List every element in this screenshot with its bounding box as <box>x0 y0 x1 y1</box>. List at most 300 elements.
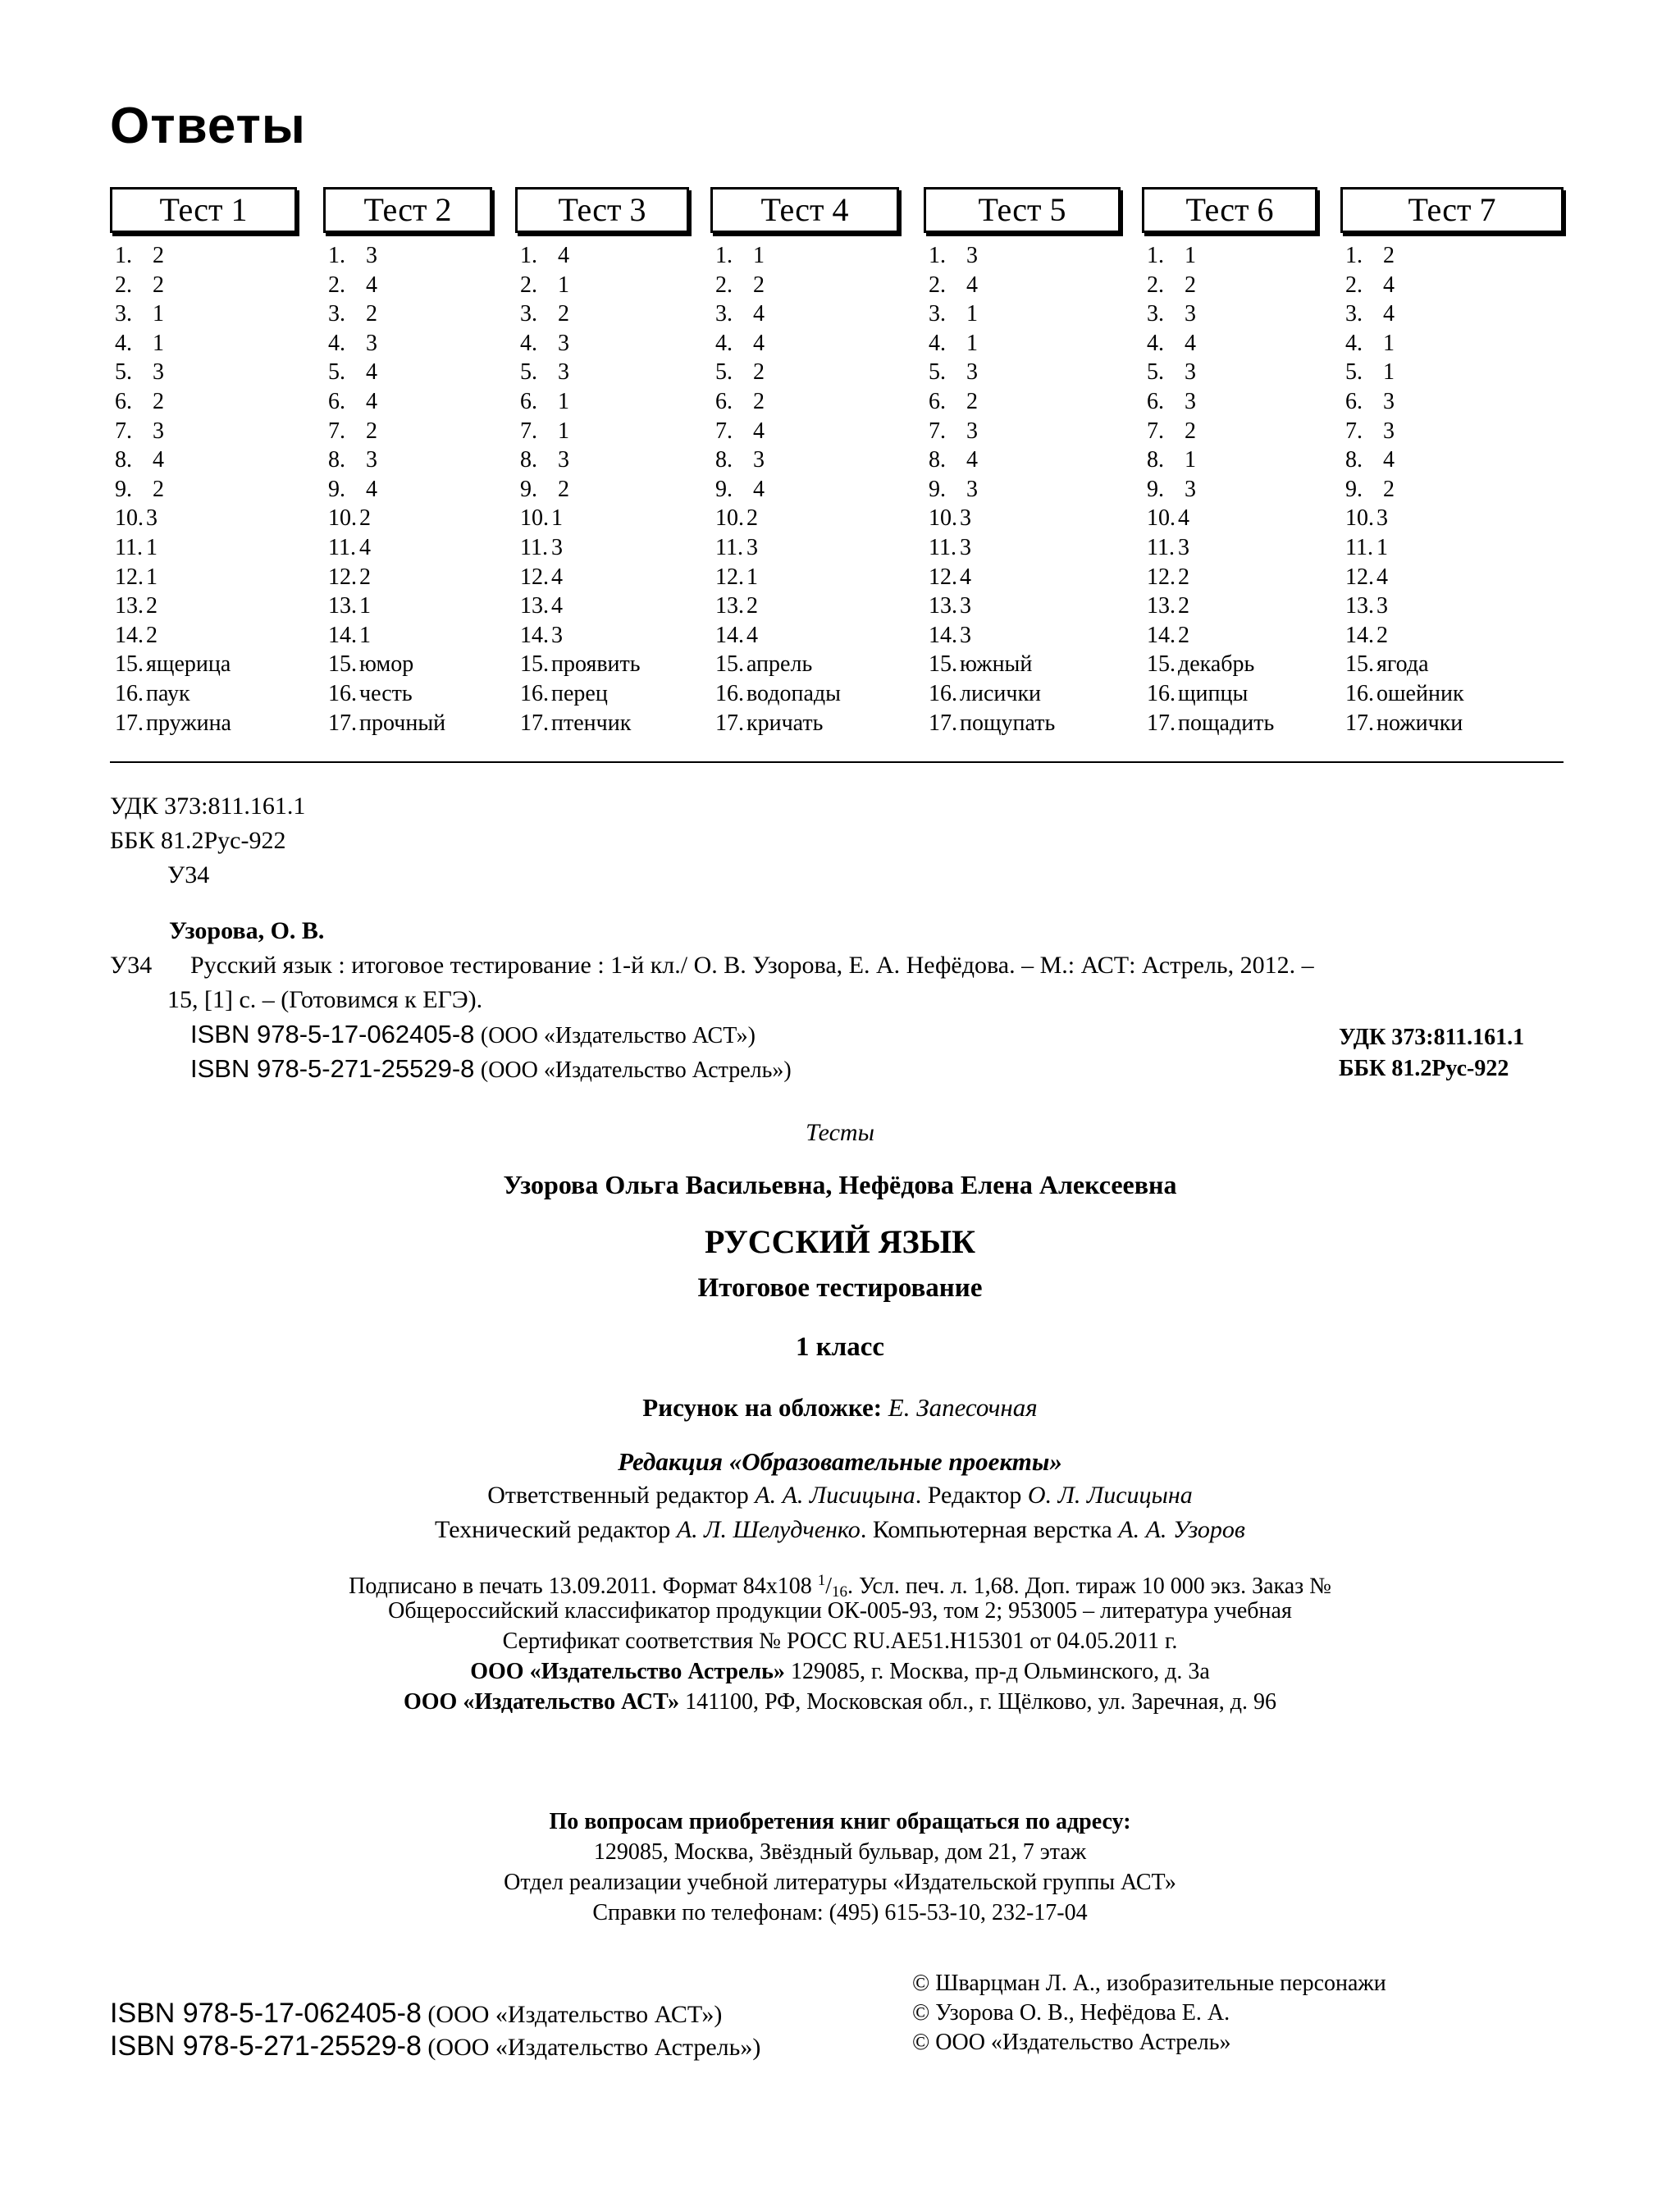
answer-item <box>328 621 492 651</box>
answer-number: 9. <box>328 476 345 502</box>
answer-number: 8. <box>929 447 946 473</box>
answer-value: 2 <box>753 388 765 414</box>
answer-value: 1 <box>966 301 978 327</box>
print-line-1a: Подписано в печать 13.09.2011. Формат 84х108 <box>349 1574 812 1599</box>
answer-value: 1 <box>153 301 164 327</box>
answer-list <box>715 241 899 738</box>
answer-number: 14. <box>115 622 144 648</box>
answer-number: 1. <box>1345 243 1363 268</box>
answer-item <box>1345 621 1564 651</box>
answer-item <box>328 679 492 709</box>
answer-item <box>520 533 689 563</box>
test-header: Тест 7 <box>1340 187 1564 233</box>
answer-item <box>1147 621 1317 651</box>
answer-number: 9. <box>929 476 946 502</box>
answer-item <box>715 533 899 563</box>
answer-number: 7. <box>520 418 537 444</box>
answer-item <box>328 271 492 300</box>
answer-item <box>520 241 689 271</box>
publisher-ast-address: 141100, РФ, Московская обл., г. Щёлково, ул. Заречная, д. 96 <box>679 1689 1276 1715</box>
answer-number: 8. <box>115 447 132 473</box>
answer-item <box>520 504 689 533</box>
answer-value: 4 <box>960 564 971 590</box>
answer-number: 16. <box>520 680 549 706</box>
test-column <box>924 187 1121 738</box>
answer-item <box>115 563 297 592</box>
answer-item <box>328 299 492 329</box>
answers-table <box>110 187 1564 745</box>
answer-number: 9. <box>520 476 537 502</box>
answer-item <box>1345 504 1564 533</box>
answer-number: 12. <box>1345 564 1374 590</box>
answer-item <box>328 475 492 505</box>
answer-value: апрель <box>746 651 813 678</box>
answer-value: 3 <box>551 534 563 560</box>
answer-item <box>1345 475 1564 505</box>
answer-value: прочный <box>359 710 446 736</box>
answer-value: 3 <box>153 359 164 386</box>
answer-value: 3 <box>746 534 758 560</box>
answer-item <box>1345 329 1564 359</box>
answer-item <box>328 417 492 446</box>
answer-item <box>1345 679 1564 709</box>
answer-value: 1 <box>1185 243 1196 268</box>
answer-item <box>1345 358 1564 387</box>
answer-number: 13. <box>328 593 357 619</box>
answer-value: 3 <box>1376 505 1388 532</box>
answer-value: 3 <box>366 243 377 268</box>
answer-number: 5. <box>1345 359 1363 386</box>
print-line-2: Общероссийский классификатор продукции ОК-005-93, том 2; 953005 – литература учебная <box>388 1598 1292 1624</box>
answer-number: 7. <box>715 418 733 444</box>
answer-number: 3. <box>715 301 733 327</box>
answer-value: 2 <box>1383 243 1395 268</box>
answer-value: 4 <box>366 388 377 414</box>
answer-value: птенчик <box>551 710 632 736</box>
answer-item <box>929 387 1121 417</box>
answer-value: 2 <box>146 622 158 648</box>
answer-value: 4 <box>753 476 765 502</box>
bottom-isbn-2: ISBN 978-5-271-25529-8 <box>110 2030 422 2062</box>
answer-value: 2 <box>746 593 758 619</box>
answer-value: честь <box>359 680 413 706</box>
answer-number: 12. <box>115 564 144 590</box>
answer-item <box>1147 563 1317 592</box>
answer-value: 2 <box>366 418 377 444</box>
answer-number: 5. <box>328 359 345 386</box>
answer-value: 4 <box>366 272 377 298</box>
answer-value: 3 <box>966 359 978 386</box>
answer-number: 2. <box>929 272 946 298</box>
answer-value: 2 <box>1178 622 1189 648</box>
answer-value: 2 <box>966 388 978 414</box>
answer-item <box>715 475 899 505</box>
answer-number: 10. <box>1147 505 1176 532</box>
answer-value: паук <box>146 680 190 706</box>
answer-value: пружина <box>146 710 231 736</box>
answer-list <box>1147 241 1317 738</box>
answer-number: 9. <box>115 476 132 502</box>
answer-number: 10. <box>520 505 549 532</box>
answer-item <box>520 358 689 387</box>
answer-value: 3 <box>960 534 971 560</box>
answer-value: 4 <box>966 272 978 298</box>
answer-number: 17. <box>1147 710 1176 736</box>
answer-value: юмор <box>359 651 414 678</box>
tech-editor-label: Технический редактор <box>435 1516 671 1543</box>
answer-item <box>715 417 899 446</box>
book-subtitle: Итоговое тестирование <box>697 1273 983 1303</box>
answer-number: 16. <box>115 680 144 706</box>
answer-item <box>1147 650 1317 679</box>
answer-number: 14. <box>1345 622 1374 648</box>
answer-value: 4 <box>753 301 765 327</box>
publisher-astrel-address: 129085, г. Москва, пр-д Ольминского, д. 3а <box>784 1659 1210 1684</box>
answer-value: 3 <box>966 418 978 444</box>
answer-number: 12. <box>520 564 549 590</box>
answer-number: 13. <box>115 593 144 619</box>
answer-value: 4 <box>551 593 563 619</box>
answer-item <box>520 621 689 651</box>
answer-number: 2. <box>328 272 345 298</box>
answer-item <box>715 679 899 709</box>
contact-phones: Справки по телефонам: (495) 615-53-10, 232-17-04 <box>592 1900 1088 1925</box>
answer-number: 13. <box>715 593 744 619</box>
answer-value: 1 <box>753 243 765 268</box>
answer-value: 3 <box>1185 476 1196 502</box>
answer-item <box>1147 504 1317 533</box>
book-title: РУССКИЙ ЯЗЫК <box>704 1223 976 1260</box>
test-header: Тест 3 <box>515 187 689 233</box>
answer-value: 3 <box>966 243 978 268</box>
answer-number: 15. <box>929 651 957 678</box>
answer-number: 17. <box>929 710 957 736</box>
publisher-ast: ООО «Издательство АСТ» <box>403 1689 680 1715</box>
answer-number: 2. <box>715 272 733 298</box>
answer-value: 2 <box>146 593 158 619</box>
editor: О. Л. Лисицына <box>1027 1482 1193 1509</box>
answer-value: 2 <box>1383 476 1395 502</box>
answer-item <box>115 241 297 271</box>
answer-value: 2 <box>1178 593 1189 619</box>
answer-item <box>520 445 689 475</box>
answer-item <box>328 358 492 387</box>
answer-item <box>328 650 492 679</box>
answer-number: 4. <box>115 330 132 356</box>
answer-item <box>1345 445 1564 475</box>
isbn-line-1 <box>190 1017 756 1053</box>
author-sign-2: У34 <box>110 952 153 979</box>
answer-number: 6. <box>929 388 946 414</box>
answer-number: 14. <box>715 622 744 648</box>
answer-value: ошейник <box>1376 680 1464 706</box>
test-header: Тест 5 <box>924 187 1121 233</box>
answer-number: 1. <box>929 243 946 268</box>
answer-item <box>929 533 1121 563</box>
answer-item <box>1345 533 1564 563</box>
bottom-isbn-1-publisher: (ООО «Издательство АСТ») <box>427 2001 723 2028</box>
answer-number: 10. <box>715 505 744 532</box>
isbn-1-publisher: (ООО «Издательство АСТ») <box>480 1023 756 1048</box>
answer-number: 11. <box>715 534 743 560</box>
answer-item <box>715 358 899 387</box>
divider <box>110 761 1564 763</box>
answer-item <box>520 475 689 505</box>
answer-item <box>929 679 1121 709</box>
answer-value: 4 <box>1383 301 1395 327</box>
copyright-1: © Шварцман Л. А., изобразительные персонажи <box>912 1971 1386 1996</box>
answer-number: 14. <box>520 622 549 648</box>
answer-value: 2 <box>558 476 569 502</box>
answer-value: 3 <box>1185 359 1196 386</box>
answer-item <box>328 445 492 475</box>
answer-value: 3 <box>558 359 569 386</box>
answer-item <box>1345 417 1564 446</box>
answer-value: ящерица <box>146 651 231 678</box>
answer-item <box>520 329 689 359</box>
answer-value: 2 <box>153 272 164 298</box>
tech-editor: А. Л. Шелудченко <box>676 1516 861 1543</box>
answer-number: 3. <box>328 301 345 327</box>
answer-item <box>929 358 1121 387</box>
answer-number: 9. <box>1147 476 1164 502</box>
answer-number: 12. <box>715 564 744 590</box>
answer-item <box>1147 271 1317 300</box>
answer-item <box>115 358 297 387</box>
answer-item <box>115 533 297 563</box>
answer-value: 2 <box>153 388 164 414</box>
answer-value: 3 <box>960 505 971 532</box>
answer-number: 13. <box>1345 593 1374 619</box>
answer-item <box>1147 241 1317 271</box>
answer-value: 4 <box>753 418 765 444</box>
isbn-1: ISBN 978-5-17-062405-8 <box>190 1020 475 1048</box>
answer-item <box>115 504 297 533</box>
answer-value: 3 <box>146 505 158 532</box>
answer-number: 15. <box>520 651 549 678</box>
description-line-1: Русский язык : итоговое тестирование : 1-й кл./ О. В. Узорова, Е. А. Нефёдова. – М.: АСТ: Астрель, 2012. – <box>190 952 1314 979</box>
answer-number: 14. <box>1147 622 1176 648</box>
answer-item <box>1345 709 1564 738</box>
answer-item <box>929 563 1121 592</box>
answer-item <box>328 329 492 359</box>
answer-value: 3 <box>366 330 377 356</box>
answer-item <box>115 621 297 651</box>
answer-number: 15. <box>1147 651 1176 678</box>
answer-value: 4 <box>366 359 377 386</box>
answer-value: 2 <box>1376 622 1388 648</box>
answer-value: 2 <box>753 272 765 298</box>
answer-value: 4 <box>746 622 758 648</box>
answer-list <box>929 241 1121 738</box>
cover-credit <box>0 1393 1680 1423</box>
answer-item <box>520 271 689 300</box>
answer-number: 4. <box>929 330 946 356</box>
test-column <box>1142 187 1317 738</box>
answer-item <box>715 650 899 679</box>
answer-value: 4 <box>558 243 569 268</box>
answer-value: 4 <box>359 534 371 560</box>
answer-item <box>929 504 1121 533</box>
answer-number: 7. <box>929 418 946 444</box>
answer-number: 8. <box>328 447 345 473</box>
answer-value: 3 <box>1185 301 1196 327</box>
answer-value: 2 <box>558 301 569 327</box>
answer-value: 1 <box>1185 447 1196 473</box>
answer-item <box>115 679 297 709</box>
answer-item <box>929 329 1121 359</box>
answer-value: 1 <box>359 622 371 648</box>
answer-item <box>115 709 297 738</box>
answer-value: 3 <box>366 447 377 473</box>
cover-label: Рисунок на обложке: <box>642 1393 883 1422</box>
answer-item <box>115 475 297 505</box>
answer-item <box>715 387 899 417</box>
answer-number: 1. <box>1147 243 1164 268</box>
print-line-4 <box>0 1656 1680 1687</box>
answer-number: 15. <box>715 651 744 678</box>
answer-value: 3 <box>153 418 164 444</box>
book-grade: 1 класс <box>795 1332 885 1362</box>
answer-number: 11. <box>115 534 143 560</box>
isbn-line-2 <box>190 1052 792 1088</box>
answer-item <box>715 445 899 475</box>
answer-item <box>1147 387 1317 417</box>
answer-item <box>1147 299 1317 329</box>
answer-value: 4 <box>366 476 377 502</box>
answer-value: 2 <box>746 505 758 532</box>
answer-value: 2 <box>153 476 164 502</box>
answer-list <box>1345 241 1564 738</box>
answer-value: водопады <box>746 680 841 706</box>
book-authors: Узорова Ольга Васильевна, Нефёдова Елена Алексеевна <box>503 1170 1177 1199</box>
test-column <box>110 187 297 738</box>
answer-item <box>715 563 899 592</box>
answer-number: 14. <box>929 622 957 648</box>
bottom-isbn-2-publisher: (ООО «Издательство Астрель») <box>427 2034 761 2061</box>
answer-item <box>715 504 899 533</box>
answer-item <box>929 709 1121 738</box>
resp-editor-label: Ответственный редактор <box>487 1482 749 1509</box>
answer-value: 2 <box>1185 418 1196 444</box>
answer-item <box>115 417 297 446</box>
answer-value: 4 <box>753 330 765 356</box>
answer-item <box>328 387 492 417</box>
bbk-code-right: ББК 81.2Рус-922 <box>1339 1056 1509 1081</box>
answer-value: 1 <box>153 330 164 356</box>
answer-number: 10. <box>115 505 144 532</box>
answer-number: 3. <box>929 301 946 327</box>
answer-item <box>929 475 1121 505</box>
answer-item <box>715 299 899 329</box>
answer-number: 4. <box>520 330 537 356</box>
udk-code: УДК 373:811.161.1 <box>110 792 306 820</box>
edition-name: Редакция «Образовательные проекты» <box>618 1447 1062 1476</box>
answer-item <box>115 650 297 679</box>
answer-number: 11. <box>929 534 956 560</box>
answer-number: 17. <box>520 710 549 736</box>
answer-number: 11. <box>328 534 356 560</box>
test-column <box>710 187 899 738</box>
answer-value: 1 <box>1383 359 1395 386</box>
editor-label: . Редактор <box>915 1482 1022 1509</box>
answer-item <box>929 445 1121 475</box>
answer-number: 3. <box>1147 301 1164 327</box>
print-line-1b: . Усл. печ. л. 1,68. Доп. тираж 10 000 экз. Заказ № <box>847 1574 1331 1599</box>
answer-number: 4. <box>715 330 733 356</box>
answer-item <box>520 387 689 417</box>
answer-number: 4. <box>1345 330 1363 356</box>
answer-number: 5. <box>1147 359 1164 386</box>
answer-item <box>1345 299 1564 329</box>
answer-item <box>1345 271 1564 300</box>
answer-number: 12. <box>1147 564 1176 590</box>
answer-value: южный <box>960 651 1033 678</box>
answer-number: 6. <box>1345 388 1363 414</box>
answer-number: 11. <box>520 534 548 560</box>
answer-value: 4 <box>1383 272 1395 298</box>
answer-number: 2. <box>1345 272 1363 298</box>
answer-value: 3 <box>1376 593 1388 619</box>
answer-item <box>929 417 1121 446</box>
answer-value: 4 <box>1178 505 1189 532</box>
udk-code-right: УДК 373:811.161.1 <box>1339 1025 1525 1050</box>
answer-item <box>520 592 689 621</box>
answer-number: 9. <box>715 476 733 502</box>
publisher-astrel: ООО «Издательство Астрель» <box>470 1659 785 1684</box>
answer-number: 1. <box>328 243 345 268</box>
answer-value: перец <box>551 680 608 706</box>
answer-number: 8. <box>520 447 537 473</box>
isbn-2: ISBN 978-5-271-25529-8 <box>190 1054 475 1083</box>
answer-item <box>520 563 689 592</box>
answer-item <box>1345 387 1564 417</box>
answer-number: 13. <box>520 593 549 619</box>
answer-number: 6. <box>1147 388 1164 414</box>
answer-item <box>715 271 899 300</box>
answer-value: 3 <box>966 476 978 502</box>
author-sign: У34 <box>167 861 210 888</box>
bbk-code: ББК 81.2Рус-922 <box>110 827 286 854</box>
answer-number: 9. <box>1345 476 1363 502</box>
answer-item <box>1345 563 1564 592</box>
answer-value: 1 <box>551 505 563 532</box>
print-line-1: Подписано в печать 13.09.2011. Формат 84х108 $^1/_{16}$. Усл. печ. л. 1,68. Доп. тираж 10 000 экз. Заказ № <box>349 1572 1331 1601</box>
answer-value: 1 <box>1376 534 1388 560</box>
answer-item <box>1345 592 1564 621</box>
answer-number: 10. <box>328 505 357 532</box>
answer-number: 12. <box>328 564 357 590</box>
answer-number: 4. <box>1147 330 1164 356</box>
answer-value: 2 <box>359 505 371 532</box>
answer-number: 17. <box>1345 710 1374 736</box>
answer-item <box>1147 475 1317 505</box>
answer-number: 6. <box>328 388 345 414</box>
answer-item <box>1147 533 1317 563</box>
answer-value: 2 <box>753 359 765 386</box>
answer-number: 16. <box>929 680 957 706</box>
answer-item <box>929 592 1121 621</box>
answer-number: 13. <box>1147 593 1176 619</box>
answer-item <box>715 709 899 738</box>
print-line-3: Сертификат соответствия № РОСС RU.АЕ51.Н15301 от 04.05.2011 г. <box>502 1628 1178 1654</box>
answer-value: 2 <box>359 564 371 590</box>
answer-number: 6. <box>115 388 132 414</box>
answer-item <box>715 621 899 651</box>
bottom-isbn-line-2 <box>110 2030 760 2064</box>
answer-item <box>715 592 899 621</box>
isbn-2-publisher: (ООО «Издательство Астрель») <box>480 1057 792 1083</box>
